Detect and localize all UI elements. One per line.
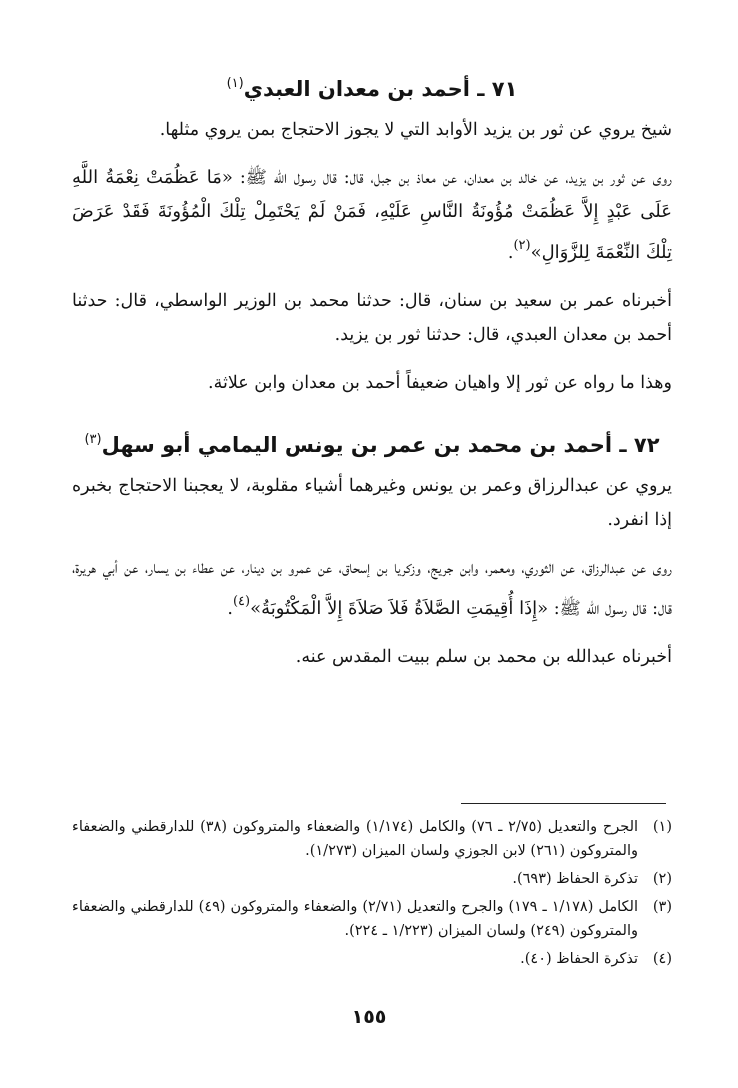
hadith-text: «إِذَا أُقِيمَتِ الصَّلاَةُ فَلاَ صَلاَةَ إِلاَّ الْمَكْتُوبَةُ» [250,598,549,619]
entry-number: ٧٢ [633,433,660,457]
footnote-ref: (٣) [84,432,102,447]
isnad-paragraph: أخبرناه عبدالله بن محمد بن سلم ببيت المقدس عنه. [295,647,672,667]
footnote-1 [72,815,672,863]
footnote-4 [72,947,672,971]
entry-heading-72 [72,420,672,465]
narration-end: . [227,599,233,619]
footnote-3 [72,895,672,943]
page-body [72,64,672,684]
entry-description: شيخ يروي عن ثور بن يزيد الأوابد التي لا يجوز الاحتجاج بمن يروي مثلها. [159,120,672,140]
hadith-narration [72,551,672,626]
footnote-number: (١) [652,819,672,835]
footnote-divider [461,803,666,804]
entry-number: ٧١ [491,77,518,101]
footnote-text: تذكرة الحفاظ (٦٩٣). [512,871,638,887]
entry-separator: ـ [469,77,492,101]
footnote-number: (٤) [652,951,672,967]
footnote-number: (٢) [652,871,672,887]
narration-chain: روى عن عبدالرزاق، عن الثوري، ومعمر، وابن جريج، وزكريا بن إسحاق، عن عمرو بن دينار، عن عطاء بن يسار، عن أبي هريرة، قال: قال رسول الله ﷺ: [72,558,672,619]
entry-heading-71 [72,64,672,109]
footnote-ref: (١) [226,76,244,91]
isnad-paragraph: أخبرناه عمر بن سعيد بن سنان، قال: حدثنا محمد بن الوزير الواسطي، قال: حدثنا أحمد بن معدان العبدي، قال: حدثنا ثور بن يزيد. [72,291,672,345]
narration-end: . [507,243,514,263]
footnote-ref: (٢) [513,238,531,253]
footnote-text: الكامل (١/١٧٨ ـ ١٧٩) والجرح والتعديل (٢/٧١) والضعفاء والمتروكون (٤٩) للدارقطني والضعفاء والمتروكون (٢٤٩) ولسان الميزان (١/٢٢٣ ـ ٢٢٤). [72,899,638,939]
comment-paragraph: وهذا ما رواه عن ثور إلا واهيان ضعيفاً أحمد بن معدان وابن علاثة. [208,373,672,393]
entry-name: أحمد بن محمد بن عمر بن يونس اليمامي أبو سهل [101,433,613,457]
entry-description: يروي عن عبدالرزاق وعمر بن يونس وغيرهما أشياء مقلوبة، لا يعجبنا الاحتجاج بخبره إذا انفرد. [72,476,672,530]
page-number: ١٥٥ [351,1006,387,1028]
footnote-text: الجرح والتعديل (٢/٧٥ ـ ٧٦) والكامل (١/١٧٤) والضعفاء والمتروكون (٣٨) للدارقطني والضعفاء والمتروكون (٢٦١) لابن الجوزي ولسان الميزان (١/٢٧٣). [72,819,639,859]
footnote-ref: (٤) [232,594,251,609]
footnote-2 [72,867,672,891]
footnote-number: (٣) [652,899,672,915]
hadith-text: «مَا عَظُمَتْ نِعْمَةُ اللَّهِ عَلَى عَبْدٍ إِلاَّ عَظُمَتْ مُؤُونَةُ النَّاسِ عَلَيْهِ، فَمَنْ لَمْ يَحْتَمِلْ تِلْكَ الْمُؤُونَةَ فَقَدْ عَرَضَ تِلْكَ النِّعْمَةَ لِلزَّوَالِ» [72,167,672,263]
hadith-narration [72,161,672,270]
narration-chain: روى عن ثور بن يزيد، عن خالد بن معدان، عن معاذ بن جبل، قال: قال رسول الله ﷺ: [232,168,672,188]
footnotes [72,815,672,975]
entry-name: أحمد بن معدان العبدي [243,77,470,101]
entry-separator: ـ [612,433,634,457]
footnote-text: تذكرة الحفاظ (٤٠). [520,951,638,967]
